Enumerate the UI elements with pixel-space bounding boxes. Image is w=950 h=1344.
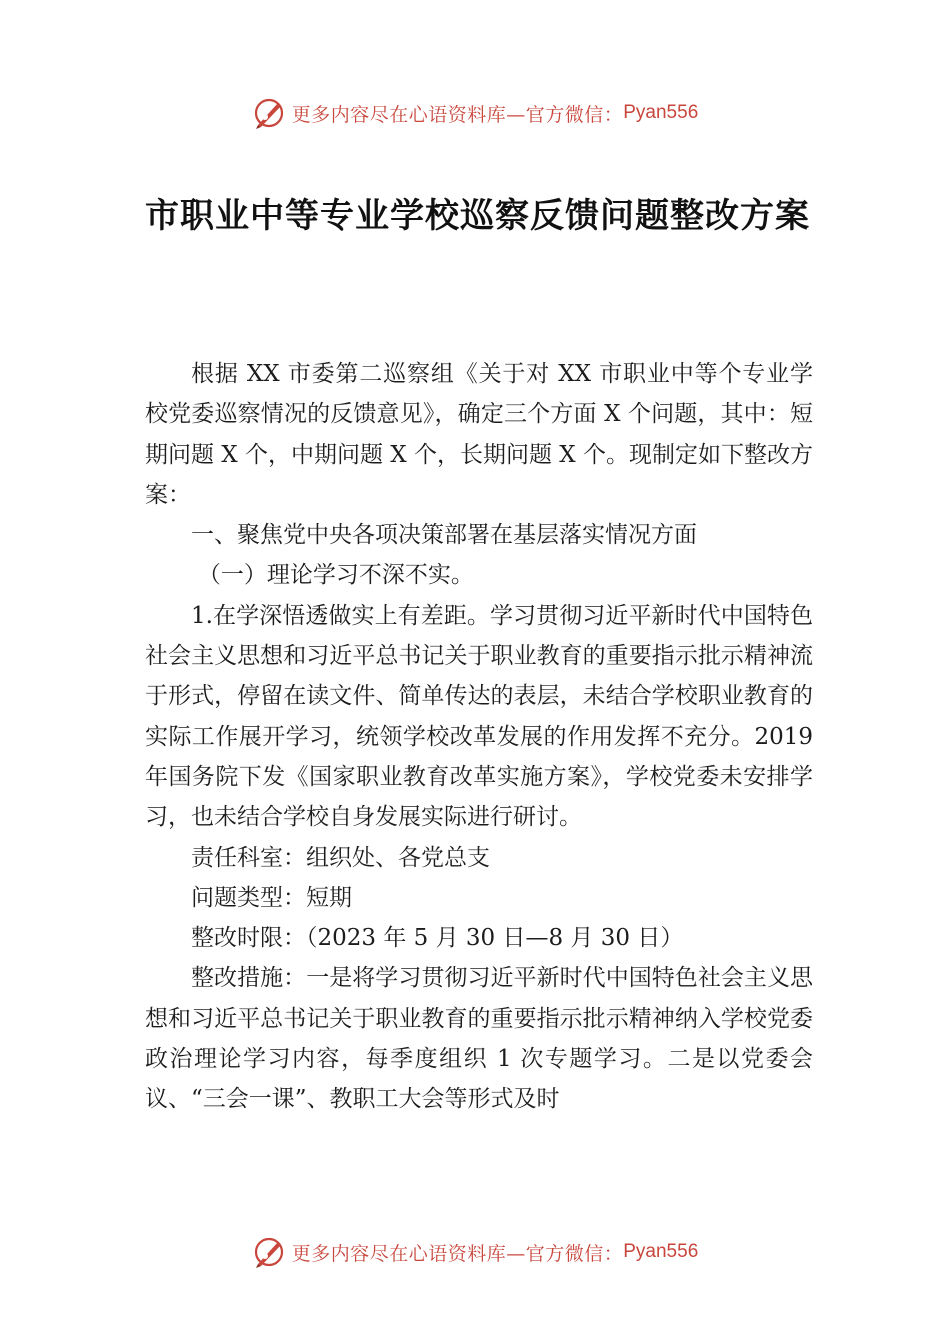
problem-type: 问题类型：短期 xyxy=(191,884,352,911)
banner-wechat-id: Pyan556 xyxy=(623,1241,699,1262)
pen-logo-icon xyxy=(252,1235,286,1269)
problem-item: 1.在学深悟透做实上有差距。学习贯彻习近平新时代中国特色社会主义思想和习近平总书记关于职业教育的重要指示批示精神流于形式，停留在读文件、简单传达的表层，未结合学校职业教育的实际工作展开学习，统领学校改革发展的作用发挥不充分。2019 年国务院下发《国家职业教育改革实施方案》，学校党委未安排学习，也未结合学校自身发展实际进行研讨。 xyxy=(145,602,813,831)
pen-logo-icon xyxy=(252,96,286,130)
banner-text: 更多内容尽在心语资料库—官方微信： xyxy=(291,1242,624,1265)
document-body xyxy=(145,354,813,1120)
paragraph-intro: 根据 XX 市委第二巡察组《关于对 XX 市职业中等个专业学校党委巡察情况的反馈意见》，确定三个方面 X 个问题，其中：短期问题 X 个，中期问题 X 个，长期问题 X 个。现制定如下整改方案： xyxy=(145,361,813,508)
document-title: 市职业中等专业学校巡察反馈问题整改方案 xyxy=(145,196,810,236)
banner-text: 更多内容尽在心语资料库—官方微信： xyxy=(291,103,624,126)
responsible-dept: 责任科室：组织处、各党总支 xyxy=(191,844,490,871)
footer-banner xyxy=(0,1232,950,1272)
subsection-heading: （一）理论学习不深不实。 xyxy=(197,562,474,589)
deadline: 整改时限：（2023 年 5 月 30 日—8 月 30 日） xyxy=(191,925,684,952)
section-heading: 一、聚焦党中央各项决策部署在基层落实情况方面 xyxy=(191,522,697,549)
banner-wechat-id: Pyan556 xyxy=(623,102,699,123)
header-banner xyxy=(0,93,950,133)
measures: 整改措施：一是将学习贯彻习近平新时代中国特色社会主义思想和习近平总书记关于职业教育的重要指示批示精神纳入学校党委政治理论学习内容，每季度组织 1 次专题学习。二是以党委会议、“三会一课”、教职工大会等形式及时 xyxy=(145,965,813,1113)
